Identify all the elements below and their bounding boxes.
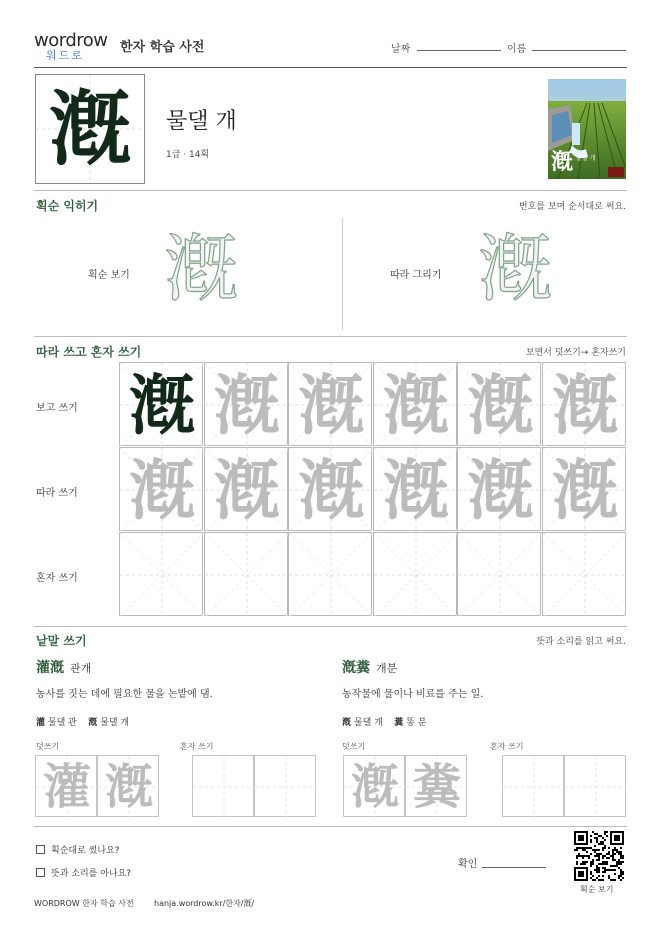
word-1-part-1-char: 灌 <box>36 718 46 728</box>
practice-cell[interactable] <box>288 532 372 616</box>
practice-cell-character <box>543 533 627 617</box>
word-trace-character: 糞 <box>412 759 461 815</box>
logo-wordmark: wordrow <box>34 30 108 51</box>
practice-cell-character: 漑 <box>552 451 618 529</box>
practice-cell-character <box>120 533 204 617</box>
word-2-part-1-char: 漑 <box>342 718 352 728</box>
stroke-view-label: 획순 보기 <box>88 270 130 281</box>
word-1-part-2-char: 漑 <box>88 718 98 728</box>
row-label-solo: 혼자 쓰기 <box>36 573 78 584</box>
word-solo-cell[interactable] <box>254 755 316 817</box>
word-1-part-1-gloss: 물댈 관 <box>47 718 77 728</box>
checklist-item-2-label: 뜻과 소리를 아나요? <box>51 869 132 879</box>
footer-brand: WORDROW 한자 학습 사전 <box>34 899 134 908</box>
word-1-part-2-gloss: 물댈 개 <box>100 718 130 728</box>
word-solo-cell[interactable] <box>564 755 626 817</box>
practice-cell-character: 漑 <box>467 366 534 444</box>
thumbnail-character: 漑 <box>551 149 574 175</box>
checklist-item-1[interactable] <box>36 843 120 856</box>
stroke-order-character[interactable]: 漑 <box>164 226 238 312</box>
practice-cell-character: 漑 <box>213 366 280 444</box>
practice-cell[interactable] <box>457 447 541 531</box>
word-solo-cell[interactable] <box>502 755 564 817</box>
word-trace-character: 漑 <box>350 759 399 815</box>
word-2-part-1-gloss: 물댈 개 <box>353 718 383 728</box>
stroke-order-title: 획순 익히기 <box>36 199 99 213</box>
word-2-part-2-gloss: 똥 분 <box>406 718 427 728</box>
word-2-hanja: 漑糞 <box>342 660 370 676</box>
hero-divider <box>34 190 627 191</box>
stroke-section-divider <box>34 336 627 337</box>
practice-cell[interactable] <box>373 532 457 616</box>
qr-code-icon[interactable] <box>574 831 624 881</box>
trace-draw-label: 따라 그리기 <box>390 270 442 281</box>
stroke-divider <box>342 218 343 330</box>
practice-cell-character <box>458 533 542 617</box>
word-trace-cell[interactable] <box>343 755 405 817</box>
practice-cell-character: 漑 <box>298 366 365 444</box>
hero-character: 漑 <box>48 81 131 177</box>
illustration-thumbnail <box>548 79 626 179</box>
practice-cell[interactable] <box>542 447 626 531</box>
practice-cell-character: 漑 <box>382 451 449 529</box>
checklist-item-1-label: 획순대로 썼나요? <box>51 846 120 856</box>
practice-note: 보면서 덧쓰기→ 혼자쓰기 <box>525 348 626 358</box>
row-label-view: 보고 쓰기 <box>36 403 78 414</box>
word-trace-cell[interactable] <box>97 755 159 817</box>
word-2-reading: 개분 <box>376 662 398 675</box>
word-trace-character: 漑 <box>104 759 153 815</box>
practice-cell[interactable] <box>119 532 203 616</box>
word-1-definition: 농사를 짓는 데에 필요한 물을 논밭에 댐. <box>36 689 213 700</box>
word-2-definition: 농작물에 물이나 비료를 주는 일. <box>342 689 484 700</box>
practice-cell[interactable] <box>119 362 203 446</box>
word-1-heading <box>36 657 91 677</box>
word-1-parts <box>36 715 129 728</box>
checkbox-icon[interactable] <box>36 868 45 877</box>
words-note: 뜻과 소리를 읽고 써요. <box>536 637 626 647</box>
qr-caption: 획순 보기 <box>580 885 614 894</box>
practice-cell[interactable] <box>204 447 288 531</box>
practice-cell[interactable] <box>204 532 288 616</box>
word-2-part-2-char: 糞 <box>394 718 404 728</box>
practice-cell[interactable] <box>457 362 541 446</box>
practice-cell[interactable] <box>288 362 372 446</box>
words-divider <box>34 826 627 827</box>
word-1-hanja: 灌漑 <box>36 660 64 676</box>
date-label: 날짜 <box>391 44 411 55</box>
confirm-label: 확인 <box>458 859 478 870</box>
row-label-trace: 따라 쓰기 <box>36 488 78 499</box>
practice-cell[interactable] <box>119 447 203 531</box>
name-label: 이름 <box>507 44 527 55</box>
word-2-parts <box>342 715 426 728</box>
trace-draw-character[interactable]: 漑 <box>478 226 552 312</box>
practice-cell[interactable] <box>288 447 372 531</box>
word-1-solo-label: 혼자 쓰기 <box>180 742 214 751</box>
practice-cell-character: 漑 <box>129 451 195 529</box>
word-trace-cell[interactable] <box>35 755 97 817</box>
word-1-reading: 관개 <box>70 662 92 675</box>
practice-cell[interactable] <box>457 532 541 616</box>
thumbnail-caption: 물댈 개 <box>576 155 596 162</box>
practice-cell-character <box>205 533 289 617</box>
checklist-item-2[interactable] <box>36 866 131 879</box>
stroke-order-note: 번호를 보며 순서대로 써요. <box>518 202 626 212</box>
footer-url[interactable]: hanja.wordrow.kr/한자/漑/ <box>154 899 255 908</box>
checkbox-icon[interactable] <box>36 845 45 854</box>
hero-character-box <box>35 74 145 184</box>
practice-grid <box>119 362 627 618</box>
character-meaning: 물댈 개 <box>166 109 237 134</box>
practice-cell-character: 漑 <box>298 451 365 529</box>
word-trace-character: 灌 <box>42 759 91 815</box>
word-2-trace-label: 덧쓰기 <box>342 742 366 751</box>
header-divider <box>34 67 627 68</box>
practice-cell[interactable] <box>542 532 626 616</box>
date-field[interactable] <box>417 50 501 51</box>
qr-code-graphic <box>574 831 624 881</box>
practice-cell-character <box>374 533 458 617</box>
word-2-solo-label: 혼자 쓰기 <box>490 742 524 751</box>
wordrow-logo <box>34 30 114 64</box>
grade-stroke-count: 1급 · 14획 <box>166 150 210 160</box>
confirm-field[interactable] <box>482 867 546 868</box>
practice-cell[interactable] <box>373 447 457 531</box>
word-trace-cell[interactable] <box>405 755 467 817</box>
practice-cell-character: 漑 <box>552 366 618 444</box>
practice-cell-character: 漑 <box>382 366 449 444</box>
app-title: 한자 학습 사전 <box>120 40 205 55</box>
practice-title: 따라 쓰고 혼자 쓰기 <box>36 345 142 359</box>
word-solo-cell[interactable] <box>192 755 254 817</box>
practice-cell-character <box>289 533 373 617</box>
practice-cell-character: 漑 <box>129 366 195 444</box>
word-1-trace-label: 덧쓰기 <box>36 742 60 751</box>
practice-divider <box>34 626 627 627</box>
practice-cell-character: 漑 <box>213 451 280 529</box>
name-field[interactable] <box>532 50 626 51</box>
practice-cell-character: 漑 <box>467 451 534 529</box>
word-2-heading <box>342 657 397 677</box>
logo-korean: 워드로 <box>46 49 84 62</box>
practice-cell[interactable] <box>204 362 288 446</box>
practice-cell[interactable] <box>542 362 626 446</box>
words-title: 낱말 쓰기 <box>36 634 87 648</box>
practice-cell[interactable] <box>373 362 457 446</box>
